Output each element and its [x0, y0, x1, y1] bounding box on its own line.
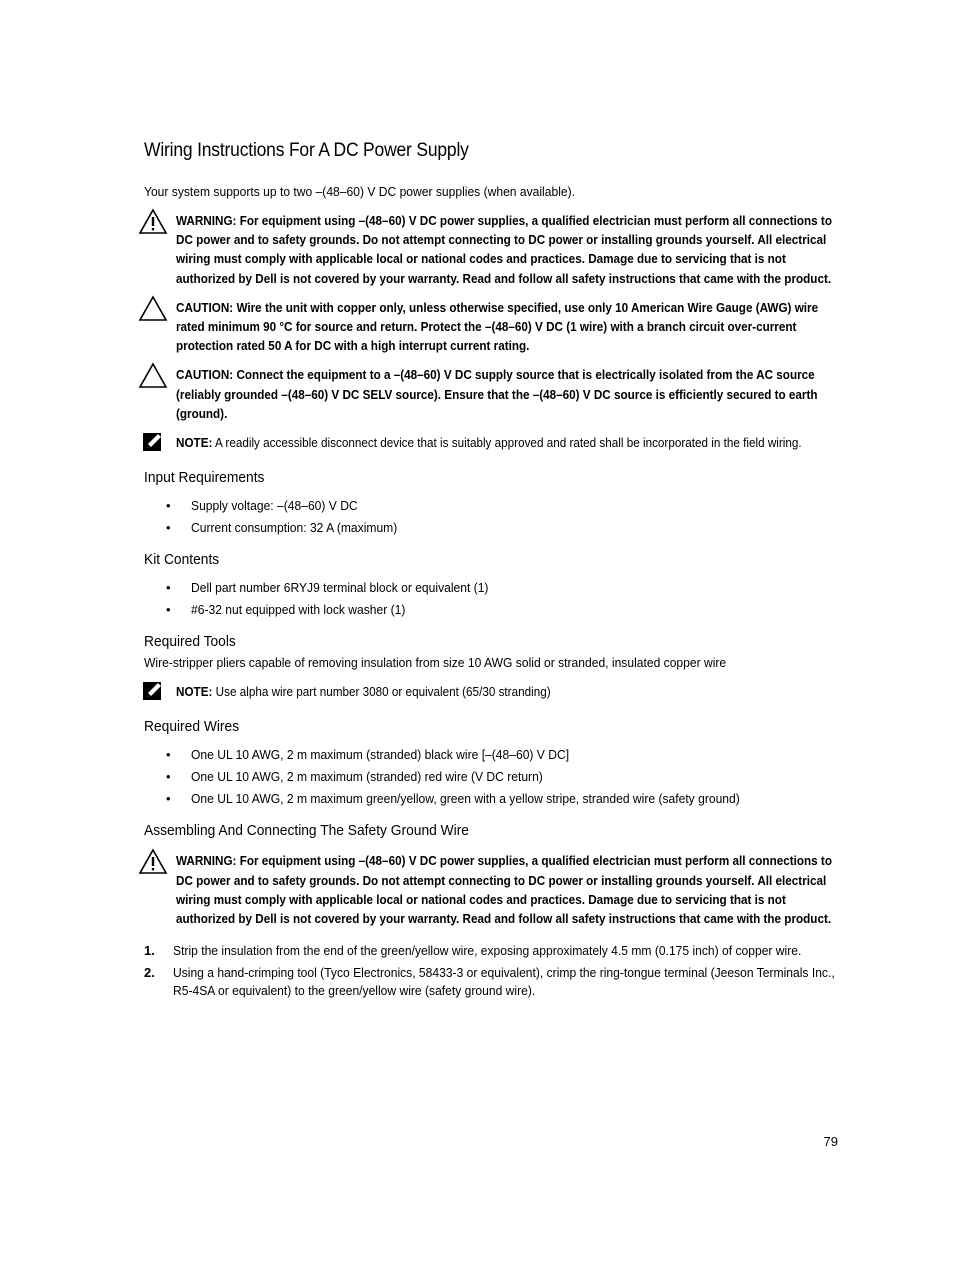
page-number: 79 — [823, 1134, 838, 1149]
assembly-steps — [144, 942, 840, 1000]
caution-icon — [138, 294, 168, 322]
section-heading-assembling: Assembling And Connecting The Safety Ground Wire — [144, 822, 469, 840]
warning-icon — [138, 207, 168, 235]
required-wires-list — [144, 744, 840, 810]
page-title: Wiring Instructions For A DC Power Supply — [144, 140, 469, 161]
required-tools-text: Wire-stripper pliers capable of removing insulation from size 10 AWG solid or stranded, insulated copper wire — [144, 655, 727, 671]
list-item: • One UL 10 AWG, 2 m maximum (stranded) black wire [–(48–60) V DC] — [166, 747, 570, 763]
section-heading-required-wires: Required Wires — [144, 718, 240, 736]
note-notice: NOTE: Use alpha wire part number 3080 or equivalent (65/30 stranding) — [144, 682, 840, 701]
page-content — [144, 140, 840, 1000]
caution-notice: CAUTION: Wire the unit with copper only, unless otherwise specified, use only 10 American Wire Gauge (AWG) wire rated minimum 90 °C for source and return. Protect the –(48–60) V DC (1 wire) with a branch circuit over-current protection rated 50 A for DC with a high interrupt current rating. — [144, 298, 840, 356]
list-item: • One UL 10 AWG, 2 m maximum green/yellow, green with a yellow stripe, stranded wire (safety ground) — [166, 791, 740, 807]
list-item: • Current consumption: 32 A (maximum) — [166, 520, 398, 536]
step-item: 2. Using a hand-crimping tool (Tyco Electronics, 58433-3 or equivalent), crimp the ring-tongue terminal (Jeeson Terminals Inc., R5-4SA or equivalent) to the green/yellow wire (safety ground wire). — [144, 965, 835, 999]
warning-notice: WARNING: For equipment using –(48–60) V DC power supplies, a qualified electrician must perform all connections to DC power and to safety grounds. Do not attempt connecting to DC power or installing grounds yourself. All electrical wiring must comply with applicable local or national codes and practices. Damage due to servicing that is not authorized by Dell is not covered by your warranty. Read and follow all safety instructions that came with the product. — [144, 851, 840, 928]
note-pencil-icon — [138, 427, 168, 455]
step-item: 1. Strip the insulation from the end of the green/yellow wire, exposing approximately 4.5 mm (0.175 inch) of copper wire. — [144, 943, 802, 959]
caution-icon — [138, 361, 168, 389]
list-item: • Dell part number 6RYJ9 terminal block or equivalent (1) — [166, 580, 489, 596]
kit-contents-list — [144, 577, 840, 621]
warning-notice: WARNING: For equipment using –(48–60) V DC power supplies, a qualified electrician must perform all connections to DC power and to safety grounds. Do not attempt connecting to DC power or installing grounds yourself. All electrical wiring must comply with applicable local or national codes and practices. Damage due to servicing that is not authorized by Dell is not covered by your warranty. Read and follow all safety instructions that came with the product. — [144, 211, 840, 288]
section-heading-input-requirements: Input Requirements — [144, 469, 265, 487]
section-heading-kit-contents: Kit Contents — [144, 551, 220, 569]
list-item: • #6-32 nut equipped with lock washer (1) — [166, 602, 406, 618]
note-notice: NOTE: A readily accessible disconnect device that is suitably approved and rated shall be incorporated in the field wiring. — [144, 433, 840, 452]
warning-icon — [138, 847, 168, 875]
list-item: • Supply voltage: –(48–60) V DC — [166, 498, 358, 514]
input-requirements-list — [144, 495, 840, 539]
section-heading-required-tools: Required Tools — [144, 633, 236, 651]
note-pencil-icon — [138, 676, 168, 704]
intro-paragraph: Your system supports up to two –(48–60) V DC power supplies (when available). — [144, 184, 575, 199]
list-item: • One UL 10 AWG, 2 m maximum (stranded) red wire (V DC return) — [166, 769, 543, 785]
caution-notice: CAUTION: Connect the equipment to a –(48–60) V DC supply source that is electrically isolated from the AC source (reliably grounded –(48–60) V DC SELV source). Ensure that the –(48–60) V DC source is efficiently secured to earth (ground). — [144, 365, 840, 423]
